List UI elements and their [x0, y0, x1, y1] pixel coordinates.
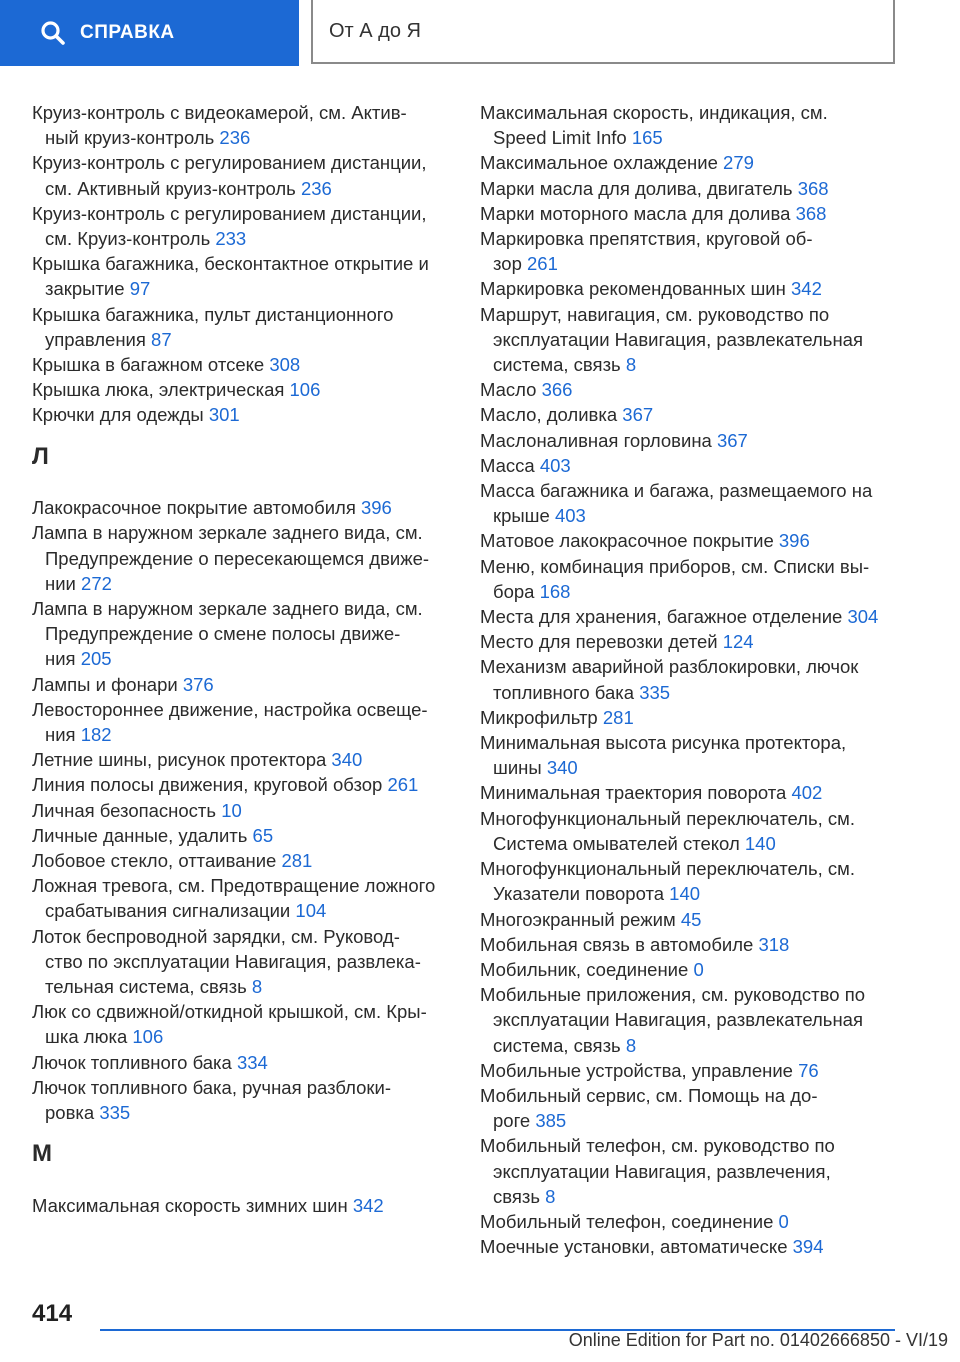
entry-term-continued: см. Активный круиз-контроль [45, 177, 296, 199]
index-entry [32, 1193, 452, 1218]
index-entry [480, 604, 900, 629]
entry-term: Многофункциональный переключатель, см. [480, 858, 855, 880]
page-link[interactable]: 8 [251, 976, 263, 997]
page-link[interactable]: 97 [129, 278, 151, 300]
page-link[interactable]: 394 [792, 1236, 824, 1258]
index-entry [480, 377, 900, 402]
page-link[interactable]: 233 [215, 228, 247, 250]
index-entry [32, 201, 452, 251]
index-entry [480, 276, 900, 301]
index-entry [480, 780, 900, 805]
entry-term: Личные данные, удалить [32, 824, 248, 846]
page-link[interactable]: 335 [639, 681, 671, 703]
page-link[interactable]: 165 [631, 127, 663, 149]
section-tab-label: От А до Я [329, 19, 421, 42]
page-link[interactable]: 168 [539, 580, 571, 602]
entry-term: Лампы и фонари [32, 673, 178, 695]
entry-term: Максимальное охлаждение [480, 152, 718, 174]
entry-term: Лоток беспроводной зарядки, см. Руковод- [32, 925, 400, 947]
entry-term-continued: Предупреждение о пересекающемся движе- [45, 547, 430, 569]
entry-term: Марки масла для долива, двигатель [480, 177, 793, 199]
index-entry [32, 697, 452, 747]
entry-term-continued: эксплуатации Навигация, развлекательная [493, 328, 863, 350]
entry-term: Мобильный телефон, см. руководство по [480, 1135, 835, 1157]
entry-term-continued: см. Круиз-контроль [45, 228, 211, 250]
page-link[interactable]: 367 [622, 404, 654, 426]
page-link[interactable]: 0 [778, 1210, 789, 1232]
page-link[interactable]: 376 [182, 673, 214, 695]
entry-term: Масса багажника и багажа, размещаемого на [480, 480, 873, 502]
index-entry [32, 520, 452, 596]
entry-term-continued: тельная система, связь [45, 976, 247, 997]
index-entry [480, 150, 900, 175]
search-icon [40, 20, 66, 46]
index-entry [480, 226, 900, 276]
page-link[interactable]: 0 [693, 958, 704, 980]
index-entry [32, 924, 452, 1000]
page-link[interactable]: 236 [219, 127, 251, 149]
header [0, 0, 960, 66]
index-entry [480, 730, 900, 780]
entry-term-continued: связь [493, 1185, 541, 1207]
page-link[interactable]: 342 [791, 278, 822, 300]
page-link[interactable]: 340 [331, 749, 363, 771]
index-entry [32, 848, 452, 873]
entry-term: Минимальная траектория поворота [480, 782, 787, 804]
page-link[interactable]: 279 [723, 152, 754, 174]
entry-term-continued: Предупреждение о смене полосы движе- [45, 623, 401, 645]
page-link[interactable]: 236 [300, 177, 332, 199]
section-letter: М [32, 1140, 52, 1168]
page-link[interactable]: 403 [539, 454, 571, 476]
entry-term: Крышка в багажном отсеке [32, 354, 265, 376]
entry-term-continued: Система омывателей стекол [493, 832, 740, 854]
entry-term: Максимальная скорость, индикация, см. [480, 102, 828, 123]
search-tab[interactable] [0, 0, 299, 66]
page-link[interactable]: 366 [541, 379, 573, 401]
page-link[interactable]: 45 [680, 908, 702, 930]
index-entry [480, 932, 900, 957]
page-link[interactable]: 205 [80, 648, 112, 670]
entry-term: Матовое лакокрасочное покрытие [480, 530, 774, 552]
index-entry [32, 100, 452, 150]
page-link[interactable]: 104 [295, 900, 327, 922]
page-number: 414 [32, 1300, 73, 1327]
entry-term: Лампа в наружном зеркале заднего вида, см. [32, 597, 423, 619]
entry-term: Моечные установки, автоматическе [480, 1236, 788, 1258]
page-link[interactable]: 182 [80, 723, 112, 745]
entry-term-continued: ровка [45, 1102, 95, 1124]
entry-term-continued: управления [45, 328, 146, 350]
entry-term: Меню, комбинация приборов, см. Списки вы- [480, 555, 870, 577]
index-entry [32, 873, 452, 923]
page-link[interactable]: 396 [778, 530, 810, 552]
entry-term: Лакокрасочное покрытие автомобиля [32, 497, 356, 519]
index-entry [480, 528, 900, 553]
page-link[interactable]: 304 [847, 606, 879, 628]
index-entry [480, 402, 900, 427]
page-link[interactable]: 8 [625, 354, 637, 376]
index-entry [480, 982, 900, 1058]
index-entry [480, 176, 900, 201]
index-column-left [32, 100, 452, 1218]
index-entry [32, 302, 452, 352]
page-link[interactable]: 368 [797, 177, 829, 199]
entry-term: Лобовое стекло, оттаивание [32, 849, 277, 871]
index-entry [32, 495, 452, 520]
index-entry [32, 251, 452, 301]
entry-term: Лючок топливного бака [32, 1051, 232, 1073]
index-entry [480, 705, 900, 730]
section-tab[interactable] [311, 0, 895, 64]
entry-term-continued: система, связь [493, 1034, 621, 1056]
entry-term: Масса [480, 454, 535, 476]
page-link[interactable]: 335 [99, 1102, 131, 1124]
index-entry [32, 150, 452, 200]
index-entry [32, 352, 452, 377]
entry-term-continued: Указатели поворота [493, 883, 665, 905]
entry-term-continued: роге [493, 1110, 531, 1132]
page-link[interactable]: 65 [252, 824, 274, 846]
entry-term: Крышка люка, электрическая [32, 379, 285, 401]
search-tab-label: СПРАВКА [80, 22, 175, 43]
page-link[interactable]: 308 [269, 354, 301, 376]
page-link[interactable]: 261 [387, 774, 419, 796]
entry-term: Летние шины, рисунок протектора [32, 749, 327, 771]
entry-term: Маршрут, навигация, см. руководство по [480, 303, 830, 325]
page-link[interactable]: 396 [360, 497, 392, 519]
entry-term: Мобильные устройства, управление [480, 1059, 793, 1081]
entry-term-continued: эксплуатации Навигация, развлечения, [493, 1160, 831, 1182]
entry-term: Минимальная высота рисунка протектора, [480, 732, 847, 754]
index-entry [32, 999, 452, 1049]
edition-note: Online Edition for Part no. 01402666850 - VI/19 [568, 1330, 948, 1350]
entry-term-continued: ния [45, 723, 76, 745]
index-entry [32, 1050, 452, 1075]
entry-term-continued: закрытие [45, 278, 125, 300]
page-link[interactable]: 281 [602, 706, 634, 728]
entry-term: Масло [480, 379, 537, 401]
index-entry [480, 478, 900, 528]
entry-term: Личная безопасность [32, 799, 217, 821]
index-entry [480, 654, 900, 704]
entry-term: Левостороннее движение, настройка освеще- [32, 698, 428, 720]
entry-term: Маркировка препятствия, круговой об- [480, 228, 813, 250]
index-entry [32, 823, 452, 848]
entry-term: Марки моторного масла для долива [480, 202, 791, 224]
section-letter: Л [32, 442, 49, 470]
entry-term-continued: срабатывания сигнализации [45, 900, 291, 922]
entry-term: Лючок топливного бака, ручная разблоки- [32, 1076, 392, 1098]
index-entry [480, 1209, 900, 1234]
entry-term: Лампа в наружном зеркале заднего вида, см. [32, 522, 423, 544]
page-link[interactable]: 87 [151, 328, 172, 350]
page-link[interactable]: 140 [669, 883, 701, 905]
index-entry [480, 100, 900, 150]
entry-term-continued: зор [493, 253, 522, 275]
page-link[interactable]: 385 [535, 1110, 567, 1132]
index-entry [480, 1234, 900, 1259]
index-entry [480, 201, 900, 226]
entry-term-continued: топливного бака [493, 681, 635, 703]
page-link[interactable]: 8 [545, 1185, 556, 1207]
index-entry [32, 798, 452, 823]
index-entry [480, 453, 900, 478]
entry-term: Крышка багажника, бесконтактное открытие и [32, 253, 429, 275]
entry-term: Мобильные приложения, см. руководство по [480, 984, 865, 1006]
page-link[interactable]: 281 [281, 849, 313, 871]
page-link[interactable]: 340 [546, 757, 578, 779]
page-link[interactable]: 261 [527, 253, 558, 275]
entry-term-continued: ный круиз-контроль [45, 127, 215, 149]
entry-term: Места для хранения, багажное отделение [480, 606, 843, 628]
index-entry [480, 806, 900, 856]
page-link[interactable]: 124 [722, 631, 754, 653]
index-entry [32, 377, 452, 402]
entry-term: Крючки для одежды [32, 404, 204, 426]
entry-term: Мобильный телефон, соединение [480, 1210, 774, 1232]
entry-term: Крышка багажника, пульт дистанционного [32, 303, 394, 325]
entry-term-continued: крыше [493, 505, 550, 527]
page-link[interactable]: 367 [716, 429, 748, 451]
index-entry [480, 302, 900, 378]
page-link[interactable]: 402 [791, 782, 823, 804]
page-link[interactable]: 8 [625, 1034, 637, 1056]
index-entry [480, 428, 900, 453]
page-link[interactable]: 318 [758, 933, 790, 955]
index-entry [480, 1133, 900, 1209]
entry-term: Мобильник, соединение [480, 958, 689, 980]
index-entry [32, 596, 452, 672]
entry-term-continued: нии [45, 572, 76, 594]
entry-term-continued: шины [493, 757, 542, 779]
entry-term-continued: система, связь [493, 354, 621, 376]
entry-term: Многофункциональный переключатель, см. [480, 807, 855, 829]
entry-term: Люк со сдвижной/откидной крышкой, см. Кры- [32, 1001, 427, 1023]
entry-term-continued: Speed Limit Info [493, 127, 627, 149]
index-entry [480, 856, 900, 906]
entry-term: Место для перевозки детей [480, 631, 718, 653]
page-link[interactable]: 106 [289, 379, 321, 401]
page-link[interactable]: 140 [744, 832, 776, 854]
index-entry [480, 1058, 900, 1083]
entry-term: Ложная тревога, см. Предотвращение ложного [32, 875, 436, 897]
page-link[interactable]: 342 [352, 1194, 384, 1216]
entry-term: Маркировка рекомендованных шин [480, 278, 786, 300]
page-link[interactable]: 10 [221, 799, 242, 821]
entry-term: Маслоналивная горловина [480, 429, 712, 451]
entry-term: Мобильная связь в автомобиле [480, 933, 754, 955]
index-entry [480, 1083, 900, 1133]
entry-term: Круиз-контроль с видеокамерой, см. Актив- [32, 102, 407, 123]
entry-term: Линия полосы движения, круговой обзор [32, 774, 383, 796]
page-link[interactable]: 106 [132, 1026, 164, 1048]
index-entry [32, 672, 452, 697]
index-entry [32, 747, 452, 772]
entry-term-continued: эксплуатации Навигация, развлекательная [493, 1009, 863, 1031]
index-entry [480, 629, 900, 654]
entry-term: Мобильный сервис, см. Помощь на до- [480, 1084, 818, 1106]
page-link[interactable]: 334 [236, 1051, 268, 1073]
entry-term: Механизм аварийной разблокировки, лючок [480, 656, 859, 678]
entry-term-continued: ство по эксплуатации Навигация, развлека- [45, 950, 421, 972]
page-link[interactable]: 368 [795, 202, 827, 224]
page-link[interactable]: 301 [208, 404, 240, 426]
entry-term: Максимальная скорость зимних шин [32, 1194, 348, 1216]
index-entry [480, 907, 900, 932]
page-link[interactable]: 272 [81, 572, 112, 594]
index-entry [32, 402, 452, 427]
entry-term-continued: бора [493, 580, 535, 602]
index-entry [480, 554, 900, 604]
index-entry [32, 1075, 452, 1125]
entry-term-continued: ния [45, 648, 76, 670]
index-column-right [480, 100, 900, 1259]
page-link[interactable]: 76 [798, 1059, 819, 1081]
index-entry [32, 772, 452, 797]
entry-term: Микрофильтр [480, 706, 598, 728]
entry-term: Круиз-контроль с регулированием дистанции, [32, 152, 427, 174]
entry-term: Многоэкранный режим [480, 908, 676, 930]
entry-term: Круиз-контроль с регулированием дистанции, [32, 202, 427, 224]
page-link[interactable]: 403 [554, 505, 586, 527]
index-entry [480, 957, 900, 982]
entry-term-continued: шка люка [45, 1026, 128, 1048]
entry-term: Масло, доливка [480, 404, 618, 426]
